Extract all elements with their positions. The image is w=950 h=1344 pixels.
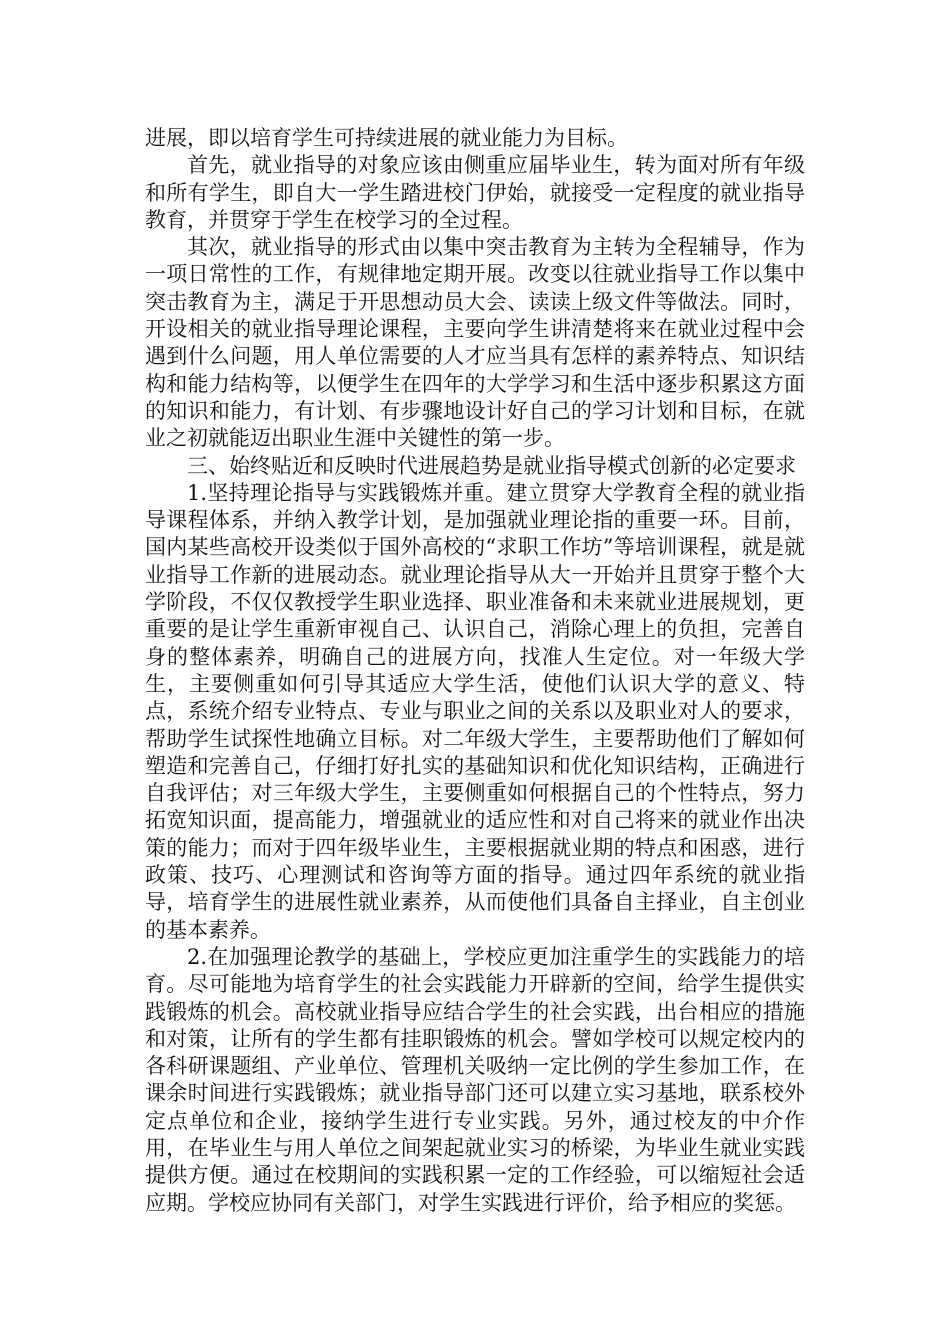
paragraph-first-point: 首先，就业指导的对象应该由侧重应届毕业生，转为面对所有年级和所有学生，即自大一学生踏进校门伊始，就接受一定程度的就业指导教育，并贯穿于学生在校学习的全过程。: [145, 153, 805, 232]
section-heading-three: 三、始终贴近和反映时代进展趋势是就业指导模式创新的必定要求: [187, 453, 796, 478]
paragraph-item-2: 2.在加强理论教学的基础上，学校应更加注重学生的实践能力的培育。尽可能地为培育学生的社会实践能力开辟新的空间，给学生提供实践锻炼的机会。高校就业指导应结合学生的社会实践，出台相应的措施和对策，让所有的学生都有挂职锻炼的机会。譬如学校可以规定校内的各科研课题组、产业单位、管理机关吸纳一定比例的学生参加工作，在课余时间进行实践锻炼；就业指导部门还可以建立实习基地，联系校外定点单位和企业，接纳学生进行专业实践。另外，通过校友的中介作用，在毕业生与用人单位之间架起就业实习的桥梁，为毕业生就业实践提供方便。通过在校期间的实践积累一定的工作经验，可以缩短社会适应期。学校应协同有关部门，对学生实践进行评价，给予相应的奖惩。: [145, 944, 805, 1215]
document-body: [145, 125, 805, 1217]
paragraph-second-point: 其次，就业指导的形式由以集中突击教育为主转为全程辅导，作为一项日常性的工作，有规律地定期开展。改变以往就业指导工作以集中突击教育为主，满足于开思想动员大会、读读上级文件等做法。同时，开设相关的就业指导理论课程，主要向学生讲清楚将来在就业过程中会遇到什么问题，用人单位需要的人才应当具有怎样的素养特点、知识结构和能力结构等，以便学生在四年的大学学习和生活中逐步积累这方面的知识和能力，有计划、有步骤地设计好自己的学习计划和目标，在就业之初就能迈出职业生涯中关键性的第一步。: [145, 235, 805, 451]
paragraph-continuation: 进展，即以培育学生可持续进展的就业能力为目标。: [145, 126, 628, 150]
paragraph-item-1: 1.坚持理论指导与实践锻炼并重。建立贯穿大学教育全程的就业指导课程体系，并纳入教学计划，是加强就业理论指的重要一环。目前，国内某些高校开设类似于国外高校的“求职工作坊”等培训课程，就是就业指导工作新的进展动态。就业理论指导从大一开始并且贯穿于整个大学阶段，不仅仅教授学生职业选择、职业准备和未来就业进展规划，更重要的是让学生重新审视自己、认识自己，消除心理上的负担，完善自身的整体素养，明确自己的进展方向，找准人生定位。对一年级大学生，主要侧重如何引导其适应大学生活，使他们认识大学的意义、特点，系统介绍专业特点、专业与职业之间的关系以及职业对人的要求，帮助学生试探性地确立目标。对二年级大学生，主要帮助他们了解如何塑造和完善自己，仔细打好扎实的基础知识和优化知识结构，正确进行自我评估；对三年级大学生，主要侧重如何根据自己的个性特点，努力拓宽知识面，提高能力，增强就业的适应性和对自己将来的就业作出决策的能力；而对于四年级毕业生，主要根据就业期的特点和困惑，进行政策、技巧、心理测试和咨询等方面的指导。通过四年系统的就业指导，培育学生的进展性就业素养，从而使他们具备自主择业，自主创业的基本素养。: [145, 480, 805, 942]
